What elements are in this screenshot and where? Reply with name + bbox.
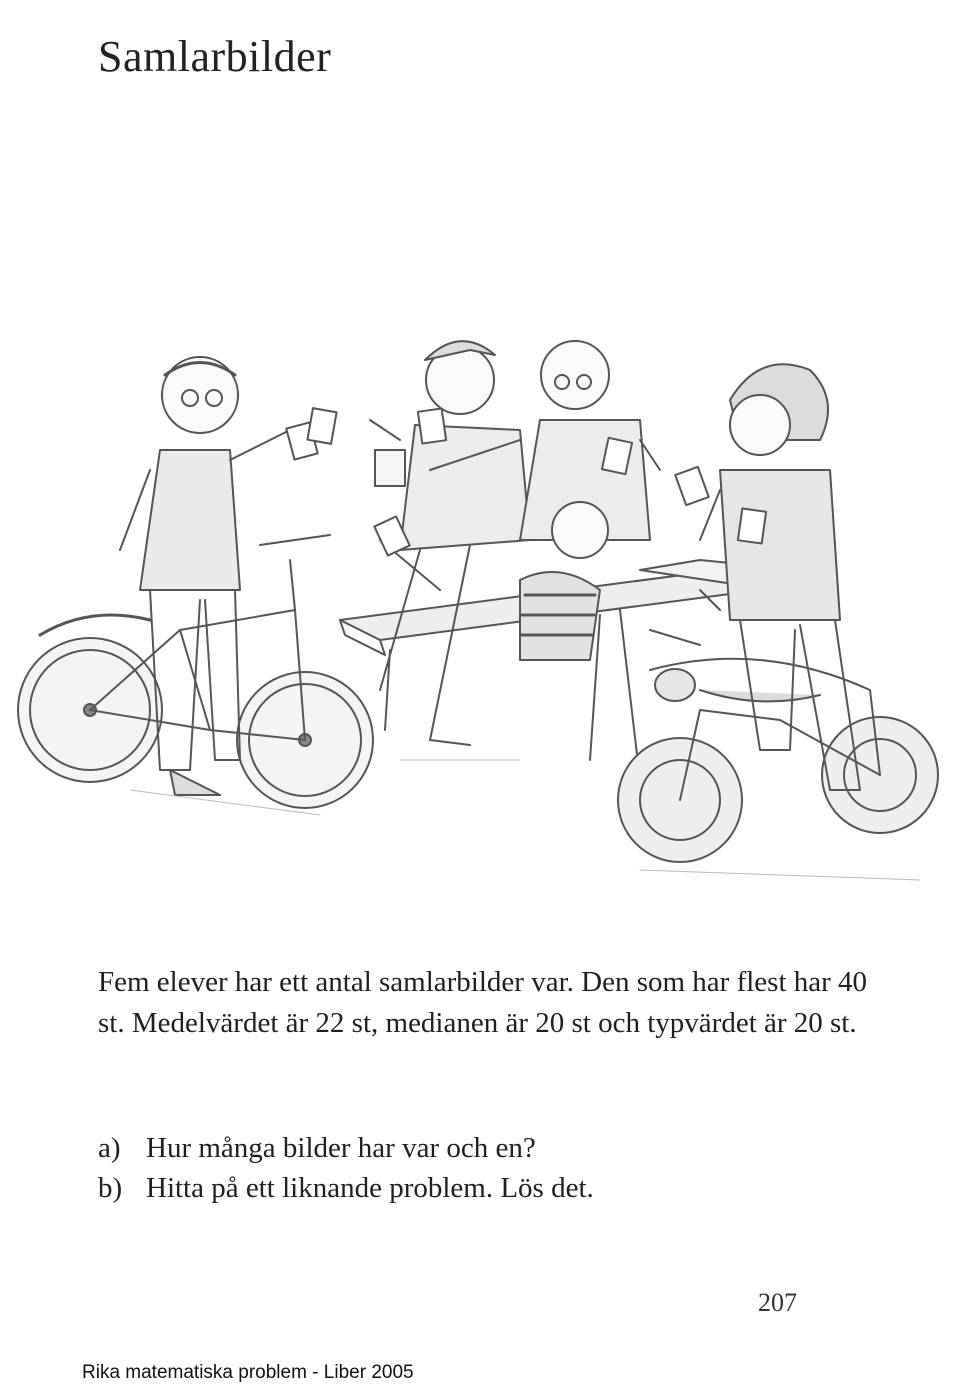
question-label: b) xyxy=(98,1172,123,1204)
question-text: Hitta på ett liknande problem. Lös det. xyxy=(146,1172,594,1204)
question-b xyxy=(98,1168,878,1208)
question-a xyxy=(98,1128,878,1168)
motorbike xyxy=(618,630,938,862)
problem-text xyxy=(98,962,878,1044)
page-title: Samlarbilder xyxy=(98,32,332,82)
problem-paragraph: Fem elever har ett antal samlarbilder var. Den som har flest har 40 st. Medelvärdet är 22 st, medianen är 20 st och typvärdet är 20 st. xyxy=(98,966,868,1039)
question-list xyxy=(98,1128,878,1208)
question-label: a) xyxy=(98,1132,121,1164)
question-text: Hur många bilder har var och en? xyxy=(146,1132,536,1164)
footer-source: Rika matematiska problem - Liber 2005 xyxy=(82,1362,414,1383)
children-trading-cards-illustration xyxy=(0,290,960,930)
page-number: 207 xyxy=(758,1288,797,1317)
